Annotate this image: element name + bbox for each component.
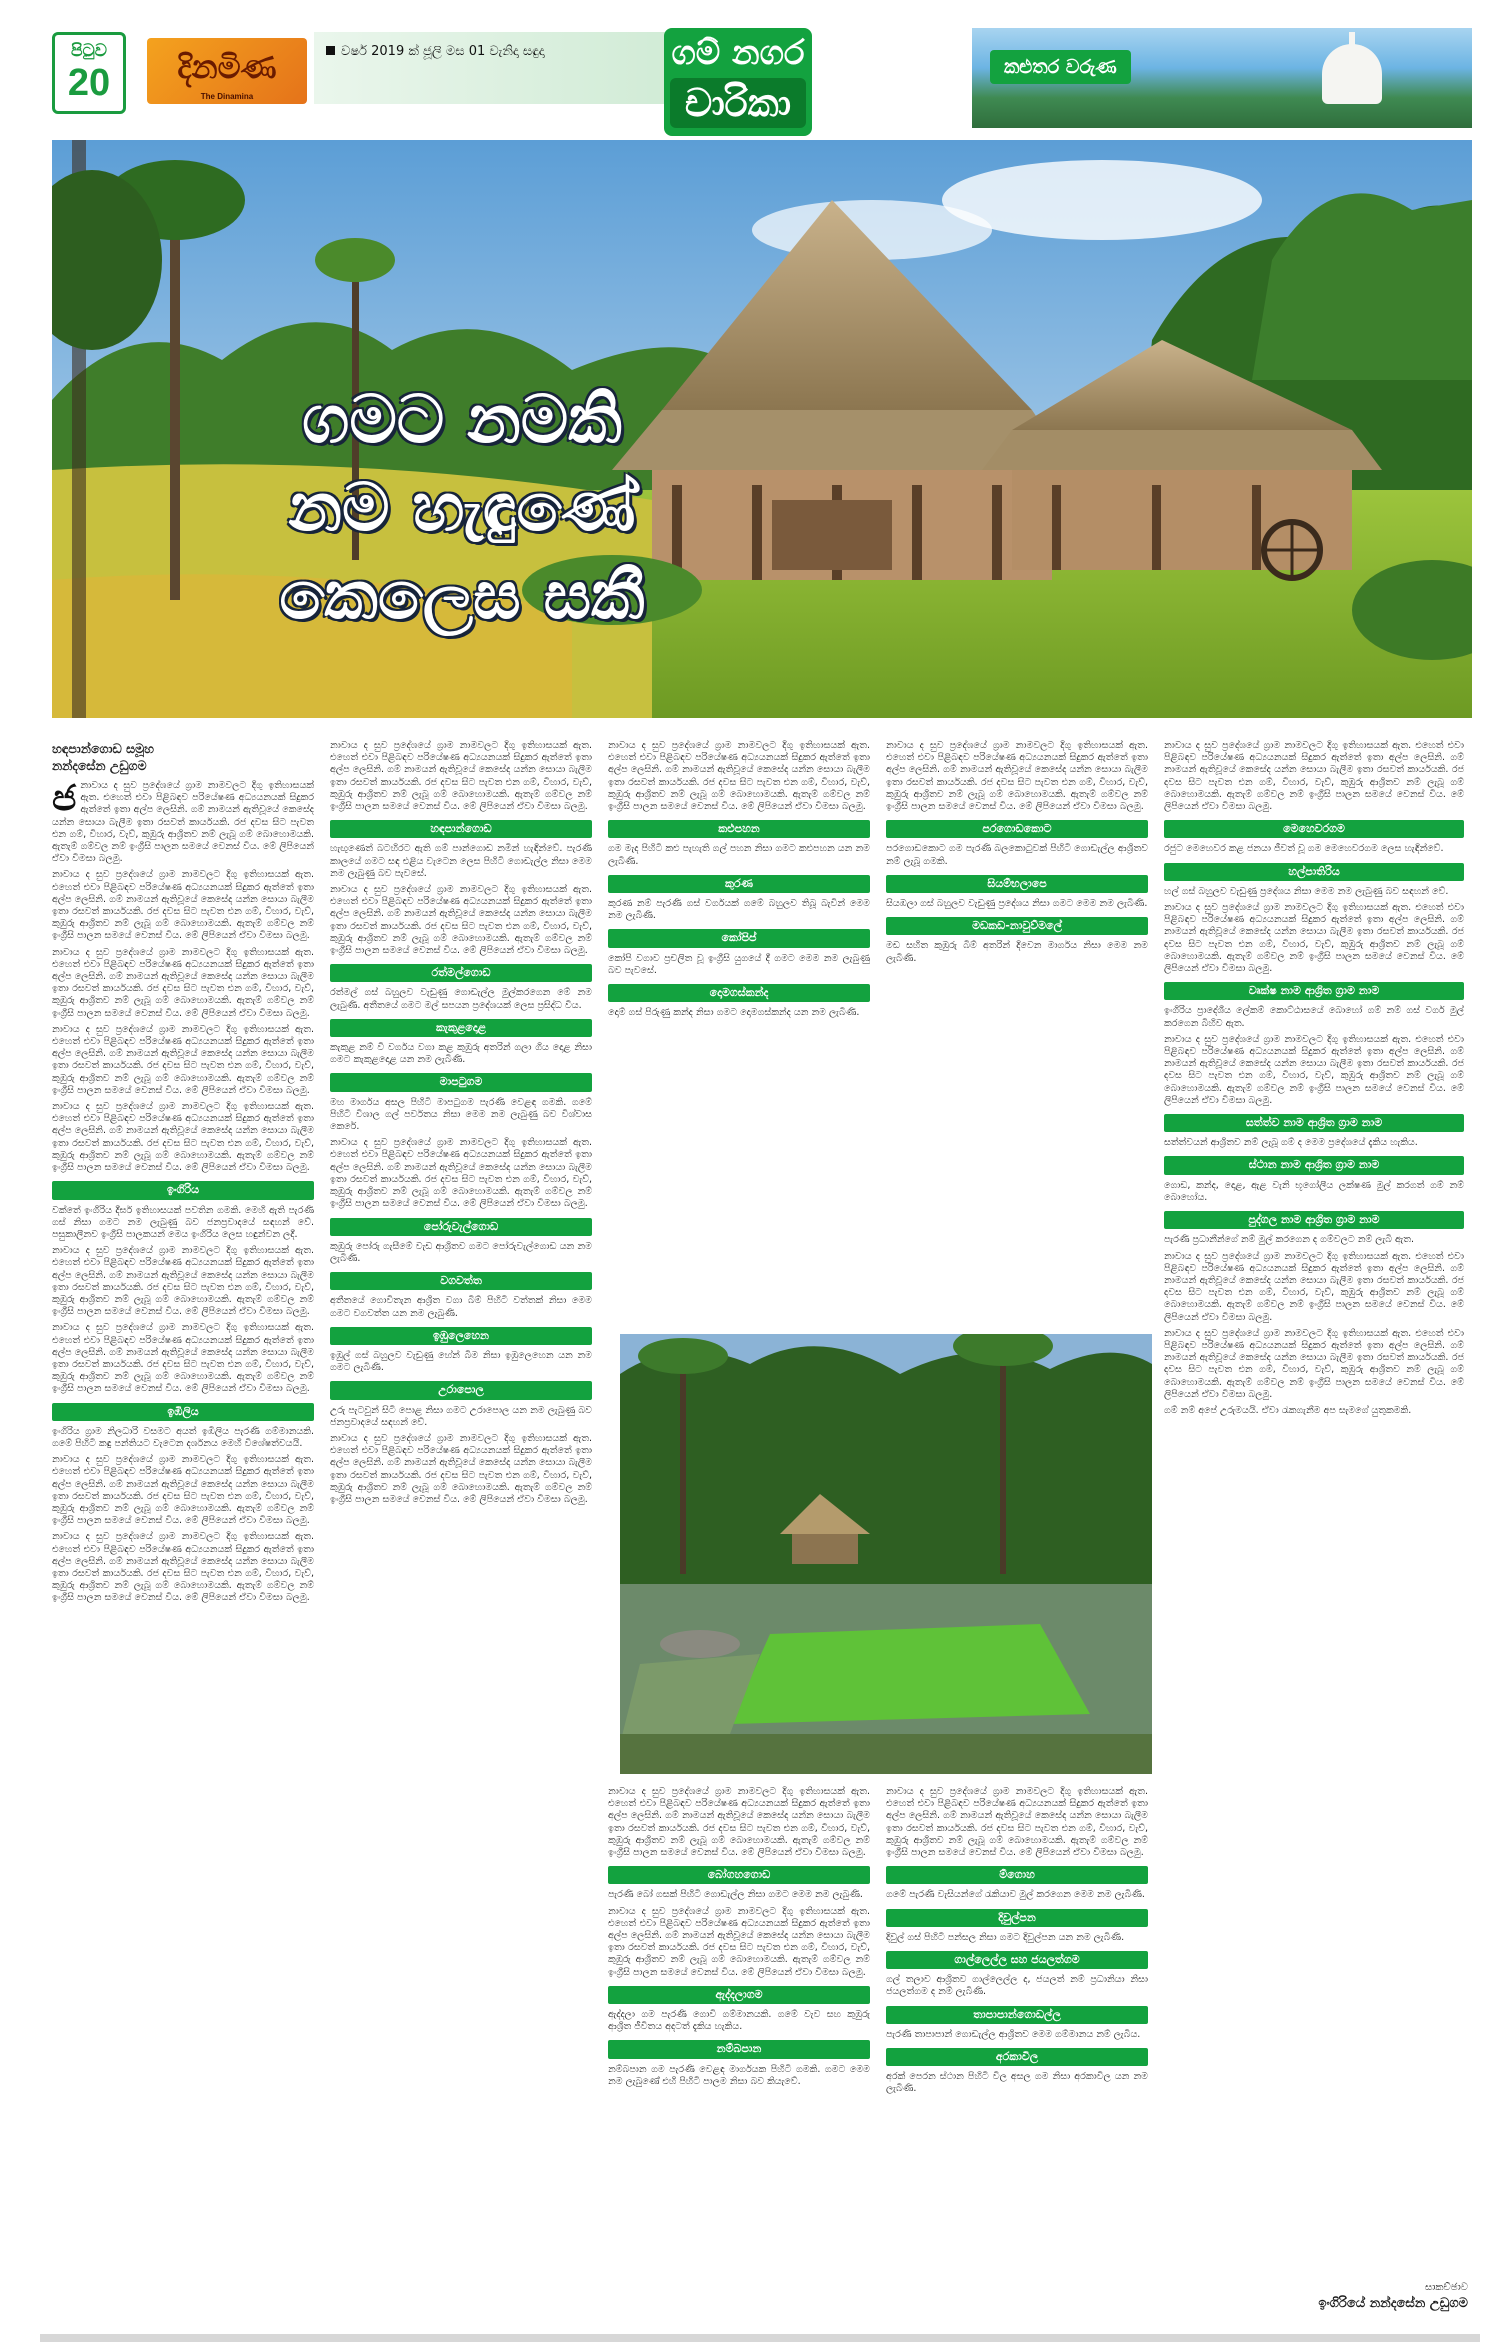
section-body: නාවාය ද සුව ප්‍රදේශයේ ග්‍රාම නාමවලට දිගු ඉතිහාසයක් ඇත. එහෙත් එවා පිළිබඳව පරියේෂණ අධ්‍යයනයක් සිදුකර ඇත්තේ ඉතා අල්ප ලෙසිනි. ගම් නාමයන් ඇතිවූයේ කෙසේද යන්න සොයා බැලීම ඉතා රසවත් කාර්යයකි. රජ දවස සිට පැවත එන ගම්, විහාර, වැව්, කුඹුරු ආශ්‍රිතව නම් ලැබූ ගම් බොහොමයකි. ඇතැම් ගම්වල නම් ඉංග්‍රීසි පාලන සමයේ වෙනස් විය. මේ ලිපියෙන් ඒවා විමසා බලමු.: [52, 1454, 314, 1527]
body-paragraph: නාවාය ද සුව ප්‍රදේශයේ ග්‍රාම නාමවලට දිගු ඉතිහාසයක් ඇත. එහෙත් එවා පිළිබඳව පරියේෂණ අධ්‍යයනයක් සිදුකර ඇත්තේ ඉතා අල්ප ලෙසිනි. ගම් නාමයන් ඇතිවූයේ කෙසේද යන්න සොයා බැලීම ඉතා රසවත් කාර්යයකි. රජ දවස සිට පැවත එන ගම්, විහාර, වැව්, කුඹුරු ආශ්‍රිතව නම් ලැබූ ගම් බොහොමයකි. ඇතැම් ගම්වල නම් ඉංග්‍රීසි පාලන සමයේ වෙනස් විය. මේ ලිපියෙන් ඒවා විමසා බලමු.: [1164, 740, 1464, 813]
section-heading: කළුපහන: [608, 820, 870, 838]
section-heading: පරගොඩකොට: [886, 820, 1148, 838]
section-heading: බෝගහගොඩ: [608, 1866, 870, 1884]
section-heading: ම්ගොහ: [886, 1866, 1148, 1884]
section-heading: උරාපොල: [330, 1381, 592, 1399]
section-heading: මාපටුගම: [330, 1073, 592, 1091]
section-body: ඇද්දලා ගම පැරණි ගොවි ගම්මානයකි. ගමේ වැව සහ කුඹුරු ආශ්‍රිත ජීවිතය අදටත් දැකිය හැකිය.: [608, 2009, 870, 2033]
page-number: 20: [67, 62, 111, 104]
section-body: දිවුල් ගස් පිහිටි පන්සල නිසා ගමට දිවුල්පන යන නම ලැබිණි.: [886, 1931, 1125, 1943]
section-body: දොම් ගස් පිරුණු කන්ද නිසා ගමට දොමගස්කන්ද යන නම ලැබිණි.: [608, 1007, 860, 1019]
section-body: හල් ගස් බහුලව වැඩුණු ප්‍රදේශය නිසා මෙම නම ලැබුණු බව සඳහන් වේ.: [1164, 885, 1449, 897]
region-badge: කළුතර වරුණ: [990, 50, 1131, 84]
section-body: අරක් පෙරන ස්ථාන පිහිටි විල අසල ගම නිසා අරකාවිල යන නම ලැබිණි.: [886, 2071, 1148, 2095]
credit-role: සාකච්ඡාව: [1424, 2282, 1468, 2293]
byline: [52, 740, 314, 774]
section-body: රජුට මෙහෙවර කළ ජනයා ජීවත් වූ ගම මෙහෙවරගම ලෙස හැඳින්වේ.: [1164, 843, 1444, 855]
drop-cap: ජ: [52, 778, 77, 819]
section-title-line2: චාරිකා: [670, 78, 806, 128]
section-body: පැරණි ප්‍රධානීන්ගේ නම් මුල් කරගෙන ද ගම්වලට නම් ලැබී ඇත.: [1164, 1234, 1414, 1246]
article-column-4: [886, 740, 1148, 1320]
page-number-box: [52, 32, 126, 114]
stupa-icon: [1322, 44, 1382, 104]
section-heading: වගවත්ත: [330, 1272, 592, 1290]
page-label: පිටුව: [71, 41, 107, 61]
headline-line2: නම හැඳුණේ: [288, 469, 636, 546]
intro-paragraph: නාවාය ද සුව ප්‍රදේශයේ ග්‍රාම නාමවලට දිගු ඉතිහාසයක් ඇත. එහෙත් එවා පිළිබඳව පරියේෂණ අධ්‍යයනයක් සිදුකර ඇත්තේ ඉතා අල්ප ලෙසිනි. ගම් නාමයන් ඇතිවූයේ කෙසේද යන්න සොයා බැලීම ඉතා රසවත් කාර්යයකි. රජ දවස සිට පැවත එන ගම්, විහාර, වැව්, කුඹුරු ආශ්‍රිතව නම් ලැබූ ගම් බොහොමයකි. ඇතැම් ගම්වල නම් ඉංග්‍රීසි පාලන සමයේ වෙනස් විය. මේ ලිපියෙන් ඒවා විමසා බලමු.: [52, 869, 314, 942]
intro-paragraph: නාවාය ද සුව ප්‍රදේශයේ ග්‍රාම නාමවලට දිගු ඉතිහාසයක් ඇත. එහෙත් එවා පිළිබඳව පරියේෂණ අධ්‍යයනයක් සිදුකර ඇත්තේ ඉතා අල්ප ලෙසිනි. ගම් නාමයන් ඇතිවූයේ කෙසේද යන්න සොයා බැලීම ඉතා රසවත් කාර්යයකි. රජ දවස සිට පැවත එන ගම්, විහාර, වැව්, කුඹුරු ආශ්‍රිතව නම් ලැබූ ගම් බොහොමයකි. ඇතැම් ගම්වල නම් ඉංග්‍රීසි පාලන සමයේ වෙනස් විය. මේ ලිපියෙන් ඒවා විමසා බලමු.: [52, 1023, 314, 1096]
section-heading: සියම්භලාපෙ: [886, 875, 1148, 893]
section-heading: තාපාපාන්ගොඩල්ල: [886, 2006, 1148, 2024]
section-heading: ඉංගිරිය: [52, 1181, 314, 1199]
section-body: කෝපි වගාව ප්‍රචලිත වූ ඉංග්‍රීසි යුගයේ දී ගමට මෙම නම ලැබුණු බව පැවසේ.: [608, 952, 870, 976]
region-panel: [972, 28, 1472, 128]
section-heading: හල්පාතිරිය: [1164, 863, 1464, 881]
intro-paragraph: නාවාය ද සුව ප්‍රදේශයේ ග්‍රාම නාමවලට දිගු ඉතිහාසයක් ඇත. එහෙත් එවා පිළිබඳව පරියේෂණ අධ්‍යයනයක් සිදුකර ඇත්තේ ඉතා අල්ප ලෙසිනි. ගම් නාමයන් ඇතිවූයේ කෙසේද යන්න සොයා බැලීම ඉතා රසවත් කාර්යයකි. රජ දවස සිට පැවත එන ගම්, විහාර, වැව්, කුඹුරු ආශ්‍රිතව නම් ලැබූ ගම් බොහොමයකි. ඇතැම් ගම්වල නම් ඉංග්‍රීසි පාලන සමයේ වෙනස් විය. මේ ලිපියෙන් ඒවා විමසා බලමු.: [52, 1101, 314, 1174]
byline-line1: හඳපාන්ගොඩ සමූහ: [52, 741, 154, 756]
section-body: මහ මාර්ගය අසල පිහිටි මාපටුගම පැරණි වෙළඳ ගමකි. ගමේ පිහිටි විශාල ගල් පර්වතය නිසා මෙම නම ලැබුණු බව විශ්වාස කෙරේ.: [330, 1096, 592, 1133]
body-paragraph: නාවාය ද සුව ප්‍රදේශයේ ග්‍රාම නාමවලට දිගු ඉතිහාසයක් ඇත. එහෙත් එවා පිළිබඳව පරියේෂණ අධ්‍යයනයක් සිදුකර ඇත්තේ ඉතා අල්ප ලෙසිනි. ගම් නාමයන් ඇතිවූයේ කෙසේද යන්න සොයා බැලීම ඉතා රසවත් කාර්යයකි. රජ දවස සිට පැවත එන ගම්, විහාර, වැව්, කුඹුරු ආශ්‍රිතව නම් ලැබූ ගම් බොහොමයකි. ඇතැම් ගම්වල නම් ඉංග්‍රීසි පාලන සමයේ වෙනස් විය. මේ ලිපියෙන් ඒවා විමසා බලමු.: [886, 740, 1148, 813]
section-body: කුරණ නම් පැරණි ගස් වර්ගයක් ගමේ බහුලව තිබූ බැවින් මෙම නම ලැබිණි.: [608, 898, 870, 922]
section-heading: ගාල්ලෙල්ල සහ ජයලත්ගම: [886, 1951, 1148, 1969]
section-heading: පෝරුවැල්ගොඩ: [330, 1218, 592, 1236]
paddy-field-image: [620, 1334, 1152, 1774]
section-body: නාවාය ද සුව ප්‍රදේශයේ ග්‍රාම නාමවලට දිගු ඉතිහාසයක් ඇත. එහෙත් එවා පිළිබඳව පරියේෂණ අධ්‍යයනයක් සිදුකර ඇත්තේ ඉතා අල්ප ලෙසිනි. ගම් නාමයන් ඇතිවූයේ කෙසේද යන්න සොයා බැලීම ඉතා රසවත් කාර්යයකි. රජ දවස සිට පැවත එන ගම්, විහාර, වැව්, කුඹුරු ආශ්‍රිතව නම් ලැබූ ගම් බොහොමයකි. ඇතැම් ගම්වල නම් ඉංග්‍රීසි පාලන සමයේ වෙනස් විය. මේ ලිපියෙන් ඒවා විමසා බලමු.: [1164, 902, 1464, 975]
headline-line3: කෙලෙස සකී: [279, 557, 645, 634]
article-column-3: [608, 740, 870, 1320]
author-credit: [1268, 2280, 1468, 2312]
section-body: පැරණි බෝ ගසක් පිහිටි ගොඩැල්ල නිසා ගමට මෙම නම ලැබුණි.: [608, 1889, 863, 1901]
section-heading: අරකාවිල: [886, 2048, 1148, 2066]
section-body: ගොඩ, කන්ද, දොළ, ඇළ වැනි භූගෝලීය ලක්ෂණ මුල් කරගත් ගම් නම් බොහෝය.: [1164, 1179, 1464, 1203]
section-body: ගම මැද පිහිටි කළු පැහැති ගල් පහන නිසා ගමට කළුපහන යන නම ලැබිණි.: [608, 843, 870, 867]
section-body: කුඹුරු පෝරු ගැසීමේ වැඩ ආශ්‍රිතව ගමට පෝරුවැල්ගොඩ යන නම ලැබිණි.: [330, 1240, 592, 1264]
body-paragraph: නාවාය ද සුව ප්‍රදේශයේ ග්‍රාම නාමවලට දිගු ඉතිහාසයක් ඇත. එහෙත් එවා පිළිබඳව පරියේෂණ අධ්‍යයනයක් සිදුකර ඇත්තේ ඉතා අල්ප ලෙසිනි. ගම් නාමයන් ඇතිවූයේ කෙසේද යන්න සොයා බැලීම ඉතා රසවත් කාර්යයකි. රජ දවස සිට පැවත එන ගම්, විහාර, වැව්, කුඹුරු ආශ්‍රිතව නම් ලැබූ ගම් බොහොමයකි. ඇතැම් ගම්වල නම් ඉංග්‍රීසි පාලන සමයේ වෙනස් විය. මේ ලිපියෙන් ඒවා විමසා බලමු.: [886, 1786, 1148, 1859]
section-heading: රත්මල්ගොඩ: [330, 964, 592, 982]
section-heading: ස්ථාන නාම ආශ්‍රිත ග්‍රාම නාම: [1164, 1156, 1464, 1174]
body-paragraph: නාවාය ද සුව ප්‍රදේශයේ ග්‍රාම නාමවලට දිගු ඉතිහාසයක් ඇත. එහෙත් එවා පිළිබඳව පරියේෂණ අධ්‍යයනයක් සිදුකර ඇත්තේ ඉතා අල්ප ලෙසිනි. ගම් නාමයන් ඇතිවූයේ කෙසේද යන්න සොයා බැලීම ඉතා රසවත් කාර්යයකි. රජ දවස සිට පැවත එන ගම්, විහාර, වැව්, කුඹුරු ආශ්‍රිතව නම් ලැබූ ගම් බොහොමයකි. ඇතැම් ගම්වල නම් ඉංග්‍රීසි පාලන සමයේ වෙනස් විය. මේ ලිපියෙන් ඒවා විමසා බලමු.: [330, 740, 592, 813]
section-body: නාවාය ද සුව ප්‍රදේශයේ ග්‍රාම නාමවලට දිගු ඉතිහාසයක් ඇත. එහෙත් එවා පිළිබඳව පරියේෂණ අධ්‍යයනයක් සිදුකර ඇත්තේ ඉතා අල්ප ලෙසිනි. ගම් නාමයන් ඇතිවූයේ කෙසේද යන්න සොයා බැලීම ඉතා රසවත් කාර්යයකි. රජ දවස සිට පැවත එන ගම්, විහාර, වැව්, කුඹුරු ආශ්‍රිතව නම් ලැබූ ගම් බොහොමයකි. ඇතැම් ගම්වල නම් ඉංග්‍රීසි පාලන සමයේ වෙනස් විය. මේ ලිපියෙන් ඒවා විමසා බලමු.: [1164, 1327, 1464, 1400]
section-heading: දිවුල්පන: [886, 1909, 1148, 1927]
article-column-2: [330, 740, 592, 2280]
body-paragraph: නාවාය ද සුව ප්‍රදේශයේ ග්‍රාම නාමවලට දිගු ඉතිහාසයක් ඇත. එහෙත් එවා පිළිබඳව පරියේෂණ අධ්‍යයනයක් සිදුකර ඇත්තේ ඉතා අල්ප ලෙසිනි. ගම් නාමයන් ඇතිවූයේ කෙසේද යන්න සොයා බැලීම ඉතා රසවත් කාර්යයකි. රජ දවස සිට පැවත එන ගම්, විහාර, වැව්, කුඹුරු ආශ්‍රිතව නම් ලැබූ ගම් බොහොමයකි. ඇතැම් ගම්වල නම් ඉංග්‍රීසි පාලන සමයේ වෙනස් විය. මේ ලිපියෙන් ඒවා විමසා බලමු.: [608, 740, 870, 813]
headline-line1: ගමට නමකි: [302, 381, 622, 458]
section-body: නාවාය ද සුව ප්‍රදේශයේ ග්‍රාම නාමවලට දිගු ඉතිහාසයක් ඇත. එහෙත් එවා පිළිබඳව පරියේෂණ අධ්‍යයනයක් සිදුකර ඇත්තේ ඉතා අල්ප ලෙසිනි. ගම් නාමයන් ඇතිවූයේ කෙසේද යන්න සොයා බැලීම ඉතා රසවත් කාර්යයකි. රජ දවස සිට පැවත එන ගම්, විහාර, වැව්, කුඹුරු ආශ්‍රිතව නම් ලැබූ ගම් බොහොමයකි. ඇතැම් ගම්වල නම් ඉංග්‍රීසි පාලන සමයේ වෙනස් විය. මේ ලිපියෙන් ඒවා විමසා බලමු.: [330, 1432, 592, 1505]
body-paragraph: නාවාය ද සුව ප්‍රදේශයේ ග්‍රාම නාමවලට දිගු ඉතිහාසයක් ඇත. එහෙත් එවා පිළිබඳව පරියේෂණ අධ්‍යයනයක් සිදුකර ඇත්තේ ඉතා අල්ප ලෙසිනි. ගම් නාමයන් ඇතිවූයේ කෙසේද යන්න සොයා බැලීම ඉතා රසවත් කාර්යයකි. රජ දවස සිට පැවත එන ගම්, විහාර, වැව්, කුඹුරු ආශ්‍රිතව නම් ලැබූ ගම් බොහොමයකි. ඇතැම් ගම්වල නම් ඉංග්‍රීසි පාලන සමයේ වෙනස් විය. මේ ලිපියෙන් ඒවා විමසා බලමු.: [608, 1786, 870, 1859]
credit-name: ඉංගිරියේ නන්දසේන උඩුගම: [1318, 2296, 1468, 2311]
article-column-1: [52, 740, 314, 2280]
section-body: ගමේ පැරණි වැසියන්ගේ රැකියාව මුල් කරගෙන මෙම නම ලැබිණි.: [886, 1889, 1145, 1901]
section-heading: ඉඹුලෙහෙන: [330, 1327, 592, 1345]
section-body: නම්බපාන ගම පැරණි වෙළඳ මාර්ගයක පිහිටි ගමකි. ගමට මෙම නම ලැබුණේ එහි පිහිටි පාලම නිසා බව කියැවේ.: [608, 2063, 870, 2087]
section-body: ඉඹුල් ගස් බහුලව වැඩුණු හේන් බිම නිසා ඉඹුලෙහෙන යන නම ගමට ලැබිණි.: [330, 1349, 592, 1374]
section-heading: කුරණ: [608, 875, 870, 893]
section-body: සත්ත්වයන් ආශ්‍රිතව නම් ලැබූ ගම් ද මෙම ප්‍රදේශයේ දැකිය හැකිය.: [1164, 1137, 1418, 1149]
section-body: නාවාය ද සුව ප්‍රදේශයේ ග්‍රාම නාමවලට දිගු ඉතිහාසයක් ඇත. එහෙත් එවා පිළිබඳව පරියේෂණ අධ්‍යයනයක් සිදුකර ඇත්තේ ඉතා අල්ප ලෙසිනි. ගම් නාමයන් ඇතිවූයේ කෙසේද යන්න සොයා බැලීම ඉතා රසවත් කාර්යයකි. රජ දවස සිට පැවත එන ගම්, විහාර, වැව්, කුඹුරු ආශ්‍රිතව නම් ලැබූ ගම් බොහොමයකි. ඇතැම් ගම්වල නම් ඉංග්‍රීසි පාලන සමයේ වෙනස් විය. මේ ලිපියෙන් ඒවා විමසා බලමු.: [52, 1245, 314, 1318]
section-body: නාවාය ද සුව ප්‍රදේශයේ ග්‍රාම නාමවලට දිගු ඉතිහාසයක් ඇත. එහෙත් එවා පිළිබඳව පරියේෂණ අධ්‍යයනයක් සිදුකර ඇත්තේ ඉතා අල්ප ලෙසිනි. ගම් නාමයන් ඇතිවූයේ කෙසේද යන්න සොයා බැලීම ඉතා රසවත් කාර්යයකි. රජ දවස සිට පැවත එන ගම්, විහාර, වැව්, කුඹුරු ආශ්‍රිතව නම් ලැබූ ගම් බොහොමයකි. ඇතැම් ගම්වල නම් ඉංග්‍රීසි පාලන සමයේ වෙනස් විය. මේ ලිපියෙන් ඒවා විමසා බලමු.: [52, 1322, 314, 1395]
section-heading: සත්ත්ව නාම ආශ්‍රිත ග්‍රාම නාම: [1164, 1114, 1464, 1132]
paper-name: දිනමිණ: [177, 48, 277, 86]
section-body: උරු පැටවුන් සිටි පොළ නිසා ගමට උරාපොල යන නම ලැබුණු බව ජනප්‍රවාදයේ සඳහන් වේ.: [330, 1404, 592, 1428]
section-body: නාවාය ද සුව ප්‍රදේශයේ ග්‍රාම නාමවලට දිගු ඉතිහාසයක් ඇත. එහෙත් එවා පිළිබඳව පරියේෂණ අධ්‍යයනයක් සිදුකර ඇත්තේ ඉතා අල්ප ලෙසිනි. ගම් නාමයන් ඇතිවූයේ කෙසේද යන්න සොයා බැලීම ඉතා රසවත් කාර්යයකි. රජ දවස සිට පැවත එන ගම්, විහාර, වැව්, කුඹුරු ආශ්‍රිතව නම් ලැබූ ගම් බොහොමයකි. ඇතැම් ගම්වල නම් ඉංග්‍රීසි පාලන සමයේ වෙනස් විය. මේ ලිපියෙන් ඒවා විමසා බලමු.: [52, 1531, 314, 1604]
section-body: කැකුළ නම් වී වර්ගය වගා කළ කුඹුරු අතරින් ගලා ගිය දොළ නිසා ගමට කැකුළදොළ යන නම ලැබිණි.: [330, 1042, 592, 1066]
bullet-square-icon: [326, 46, 335, 55]
section-body: නාවාය ද සුව ප්‍රදේශයේ ග්‍රාම නාමවලට දිගු ඉතිහාසයක් ඇත. එහෙත් එවා පිළිබඳව පරියේෂණ අධ්‍යයනයක් සිදුකර ඇත්තේ ඉතා අල්ප ලෙසිනි. ගම් නාමයන් ඇතිවූයේ කෙසේද යන්න සොයා බැලීම ඉතා රසවත් කාර්යයකි. රජ දවස සිට පැවත එන ගම්, විහාර, වැව්, කුඹුරු ආශ්‍රිතව නම් ලැබූ ගම් බොහොමයකි. ඇතැම් ගම්වල නම් ඉංග්‍රීසි පාලන සමයේ වෙනස් විය. මේ ලිපියෙන් ඒවා විමසා බලමු.: [1164, 1250, 1464, 1323]
section-body: නාවාය ද සුව ප්‍රදේශයේ ග්‍රාම නාමවලට දිගු ඉතිහාසයක් ඇත. එහෙත් එවා පිළිබඳව පරියේෂණ අධ්‍යයනයක් සිදුකර ඇත්තේ ඉතා අල්ප ලෙසිනි. ගම් නාමයන් ඇතිවූයේ කෙසේද යන්න සොයා බැලීම ඉතා රසවත් කාර්යයකි. රජ දවස සිට පැවත එන ගම්, විහාර, වැව්, කුඹුරු ආශ්‍රිතව නම් ලැබූ ගම් බොහොමයකි. ඇතැම් ගම්වල නම් ඉංග්‍රීසි පාලන සමයේ වෙනස් විය. මේ ලිපියෙන් ඒවා විමසා බලමු.: [330, 884, 592, 957]
masthead: [52, 28, 1472, 128]
section-body: මඩ සහිත කුඹුරු බිම් අතරින් දිවෙන මාර්ගය නිසා මෙම නම ලැබිණි.: [886, 940, 1148, 964]
paper-subtitle: The Dinamina: [200, 92, 254, 101]
section-body: නාවාය ද සුව ප්‍රදේශයේ ග්‍රාම නාමවලට දිගු ඉතිහාසයක් ඇත. එහෙත් එවා පිළිබඳව පරියේෂණ අධ්‍යයනයක් සිදුකර ඇත්තේ ඉතා අල්ප ලෙසිනි. ගම් නාමයන් ඇතිවූයේ කෙසේද යන්න සොයා බැලීම ඉතා රසවත් කාර්යයකි. රජ දවස සිට පැවත එන ගම්, විහාර, වැව්, කුඹුරු ආශ්‍රිතව නම් ලැබූ ගම් බොහොමයකි. ඇතැම් ගම්වල නම් ඉංග්‍රීසි පාලන සමයේ වෙනස් විය. මේ ලිපියෙන් ඒවා විමසා බලමු.: [608, 1905, 870, 1978]
section-body: ගල් තලාව ආශ්‍රිතව ගාල්ලෙල්ල ද, ජයලත් නම් ප්‍රධානියා නිසා ජයලත්ගම ද නම් ලැබිණි.: [886, 1974, 1148, 1998]
section-heading: දොමගස්කන්ද: [608, 984, 870, 1002]
hero-photo: [52, 140, 1472, 718]
section-heading: පුද්ගල නාම ආශ්‍රිත ග්‍රාම නාම: [1164, 1211, 1464, 1229]
headline: [252, 376, 672, 640]
dinamina-logo: [147, 38, 307, 104]
section-body: සියඹලා ගස් බහුලව වැඩුණු ප්‍රදේශය නිසා ගමට මෙම නම ලැබිණි.: [886, 898, 1148, 910]
section-heading: කෝපිප්: [608, 929, 870, 947]
footer-bar: [40, 2334, 1480, 2342]
paddy-field-photo: [620, 1334, 1152, 1774]
section-body: රත්මල් ගස් බහුලව වැඩුණු ගොඩැල්ල මුල්කරගෙන මේ නම ලැබුණි. අතීතයේ ගමට මල් සපයන ප්‍රදේශයක් ලෙස ප්‍රසිද්ධ විය.: [330, 987, 592, 1011]
section-heading: නම්බපාන: [608, 2040, 870, 2058]
section-heading: කැකුළදොළ: [330, 1019, 592, 1037]
intro-paragraph: ජනාවාය ද සුව ප්‍රදේශයේ ග්‍රාම නාමවලට දිගු ඉතිහාසයක් ඇත. එහෙත් එවා පිළිබඳව පරියේෂණ අධ්‍යයනයක් සිදුකර ඇත්තේ ඉතා අල්ප ලෙසිනි. ගම් නාමයන් ඇතිවූයේ කෙසේද යන්න සොයා බැලීම ඉතා රසවත් කාර්යයකි. රජ දවස සිට පැවත එන ගම්, විහාර, වැව්, කුඹුරු ආශ්‍රිතව නම් ලැබූ ගම් බොහොමයකි. ඇතැම් ගම්වල නම් ඉංග්‍රීසි පාලන සමයේ වෙනස් විය. මේ ලිපියෙන් ඒවා විමසා බලමු.: [52, 778, 314, 865]
date-line: [326, 44, 545, 59]
article-column-5: [1164, 740, 1464, 2270]
section-body: අතීතයේ ගොවිතැන ආශ්‍රිත වගා බිම් පිහිටි වත්තක් නිසා මෙම ගමට වගවත්ත යන නම ලැබුණි.: [330, 1295, 592, 1319]
date-text: වර්ෂ 2019 ක් ජූලි මස 01 වැනිදා සඳුදා: [341, 44, 545, 59]
section-body: වක්තේ ඉංගිරිය දීර්ඝ ඉතිහාසයක් පවතින ගමකි. මෙහි ඇති පැරණි ගස් නිසා ගමට නම ලැබුණු බව ජනප්‍රවාදයේ සඳහන් වේ. පසුකාලීනව ඉංග්‍රීසි පාලකයන් මෙය ඉංගිරිය ලෙස හඳුන්වන ලදී.: [52, 1204, 314, 1240]
byline-line2: නන්දසේන උඩුගම: [52, 758, 147, 773]
intro-paragraph: නාවාය ද සුව ප්‍රදේශයේ ග්‍රාම නාමවලට දිගු ඉතිහාසයක් ඇත. එහෙත් එවා පිළිබඳව පරියේෂණ අධ්‍යයනයක් සිදුකර ඇත්තේ ඉතා අල්ප ලෙසිනි. ගම් නාමයන් ඇතිවූයේ කෙසේද යන්න සොයා බැලීම ඉතා රසවත් කාර්යයකි. රජ දවස සිට පැවත එන ගම්, විහාර, වැව්, කුඹුරු ආශ්‍රිතව නම් ලැබූ ගම් බොහොමයකි. ඇතැම් ගම්වල නම් ඉංග්‍රීසි පාලන සමයේ වෙනස් විය. මේ ලිපියෙන් ඒවා විමසා බලමු.: [52, 946, 314, 1019]
section-heading: වෘක්ෂ නාම ආශ්‍රිත ග්‍රාම නාම: [1164, 982, 1464, 1000]
section-heading: මඩකඩ-නාවුව්මලේ: [886, 917, 1148, 935]
section-body: ඉංගිරිය ප්‍රාදේශීය ලේකම් කොට්ඨාසයේ බොහෝ ගම් නම් ගස් වර්ග මුල් කරගෙන බිහිව ඇත.: [1164, 1005, 1464, 1029]
section-body: නාවාය ද සුව ප්‍රදේශයේ ග්‍රාම නාමවලට දිගු ඉතිහාසයක් ඇත. එහෙත් එවා පිළිබඳව පරියේෂණ අධ්‍යයනයක් සිදුකර ඇත්තේ ඉතා අල්ප ලෙසිනි. ගම් නාමයන් ඇතිවූයේ කෙසේද යන්න සොයා බැලීම ඉතා රසවත් කාර්යයකි. රජ දවස සිට පැවත එන ගම්, විහාර, වැව්, කුඹුරු ආශ්‍රිතව නම් ලැබූ ගම් බොහොමයකි. ඇතැම් ගම්වල නම් ඉංග්‍රීසි පාලන සමයේ වෙනස් විය. මේ ලිපියෙන් ඒවා විමසා බලමු.: [1164, 1033, 1464, 1106]
section-body: ඉංගිරිය ග්‍රාම නිලධාරි වසමට අයත් ඉඹිලිය පැරණි ගම්මානයකි. ගමේ පිහිටි කඳු පන්තියට වැටෙන දර්ශනය මෙහි විශේෂත්වයයි.: [52, 1425, 314, 1449]
article-column-4-lower: [886, 1786, 1148, 2280]
section-body: පැරණි තාපාපාන් ගොඩැල්ල ආශ්‍රිතව මෙම ගම්මානය නම් ලැබිය.: [886, 2028, 1141, 2040]
article-column-3-lower: [608, 1786, 870, 2280]
section-heading: මෙහෙවරගම: [1164, 820, 1464, 838]
section-logo: [664, 28, 812, 136]
section-title-line1: ගම් නගර: [671, 33, 805, 73]
closing-paragraph: ගම් නම් අපේ උරුමයයි. ඒවා රැකගැනීම අප සැමගේ යුතුකමකි.: [1164, 1404, 1412, 1416]
section-body: නාවාය ද සුව ප්‍රදේශයේ ග්‍රාම නාමවලට දිගු ඉතිහාසයක් ඇත. එහෙත් එවා පිළිබඳව පරියේෂණ අධ්‍යයනයක් සිදුකර ඇත්තේ ඉතා අල්ප ලෙසිනි. ගම් නාමයන් ඇතිවූයේ කෙසේද යන්න සොයා බැලීම ඉතා රසවත් කාර්යයකි. රජ දවස සිට පැවත එන ගම්, විහාර, වැව්, කුඹුරු ආශ්‍රිතව නම් ලැබූ ගම් බොහොමයකි. ඇතැම් ගම්වල නම් ඉංග්‍රීසි පාලන සමයේ වෙනස් විය. මේ ලිපියෙන් ඒවා විමසා බලමු.: [330, 1137, 592, 1210]
section-heading: ඇද්දලාගම: [608, 1986, 870, 2004]
section-heading: ඉඹිලිය: [52, 1403, 314, 1421]
section-body: පරගොඩකොට ගම පැරණි බලකොටුවක් පිහිටි ගොඩැල්ල ආශ්‍රිතව නම් ලැබූ ගමකි.: [886, 843, 1148, 867]
section-heading: හඳපාන්ගොඩ: [330, 820, 592, 838]
section-body: හැඟුණෙත් බටහිරට ඇති ගම් පාන්ගොඩ නමින් හැඳින්වේ. පැරණි කාලයේ ගමට සඳ එළිය වැටෙන ලෙස පිහිටි ගොඩැල්ල නිසා මෙම නම ලැබුණු බව පැවසේ.: [330, 843, 592, 879]
